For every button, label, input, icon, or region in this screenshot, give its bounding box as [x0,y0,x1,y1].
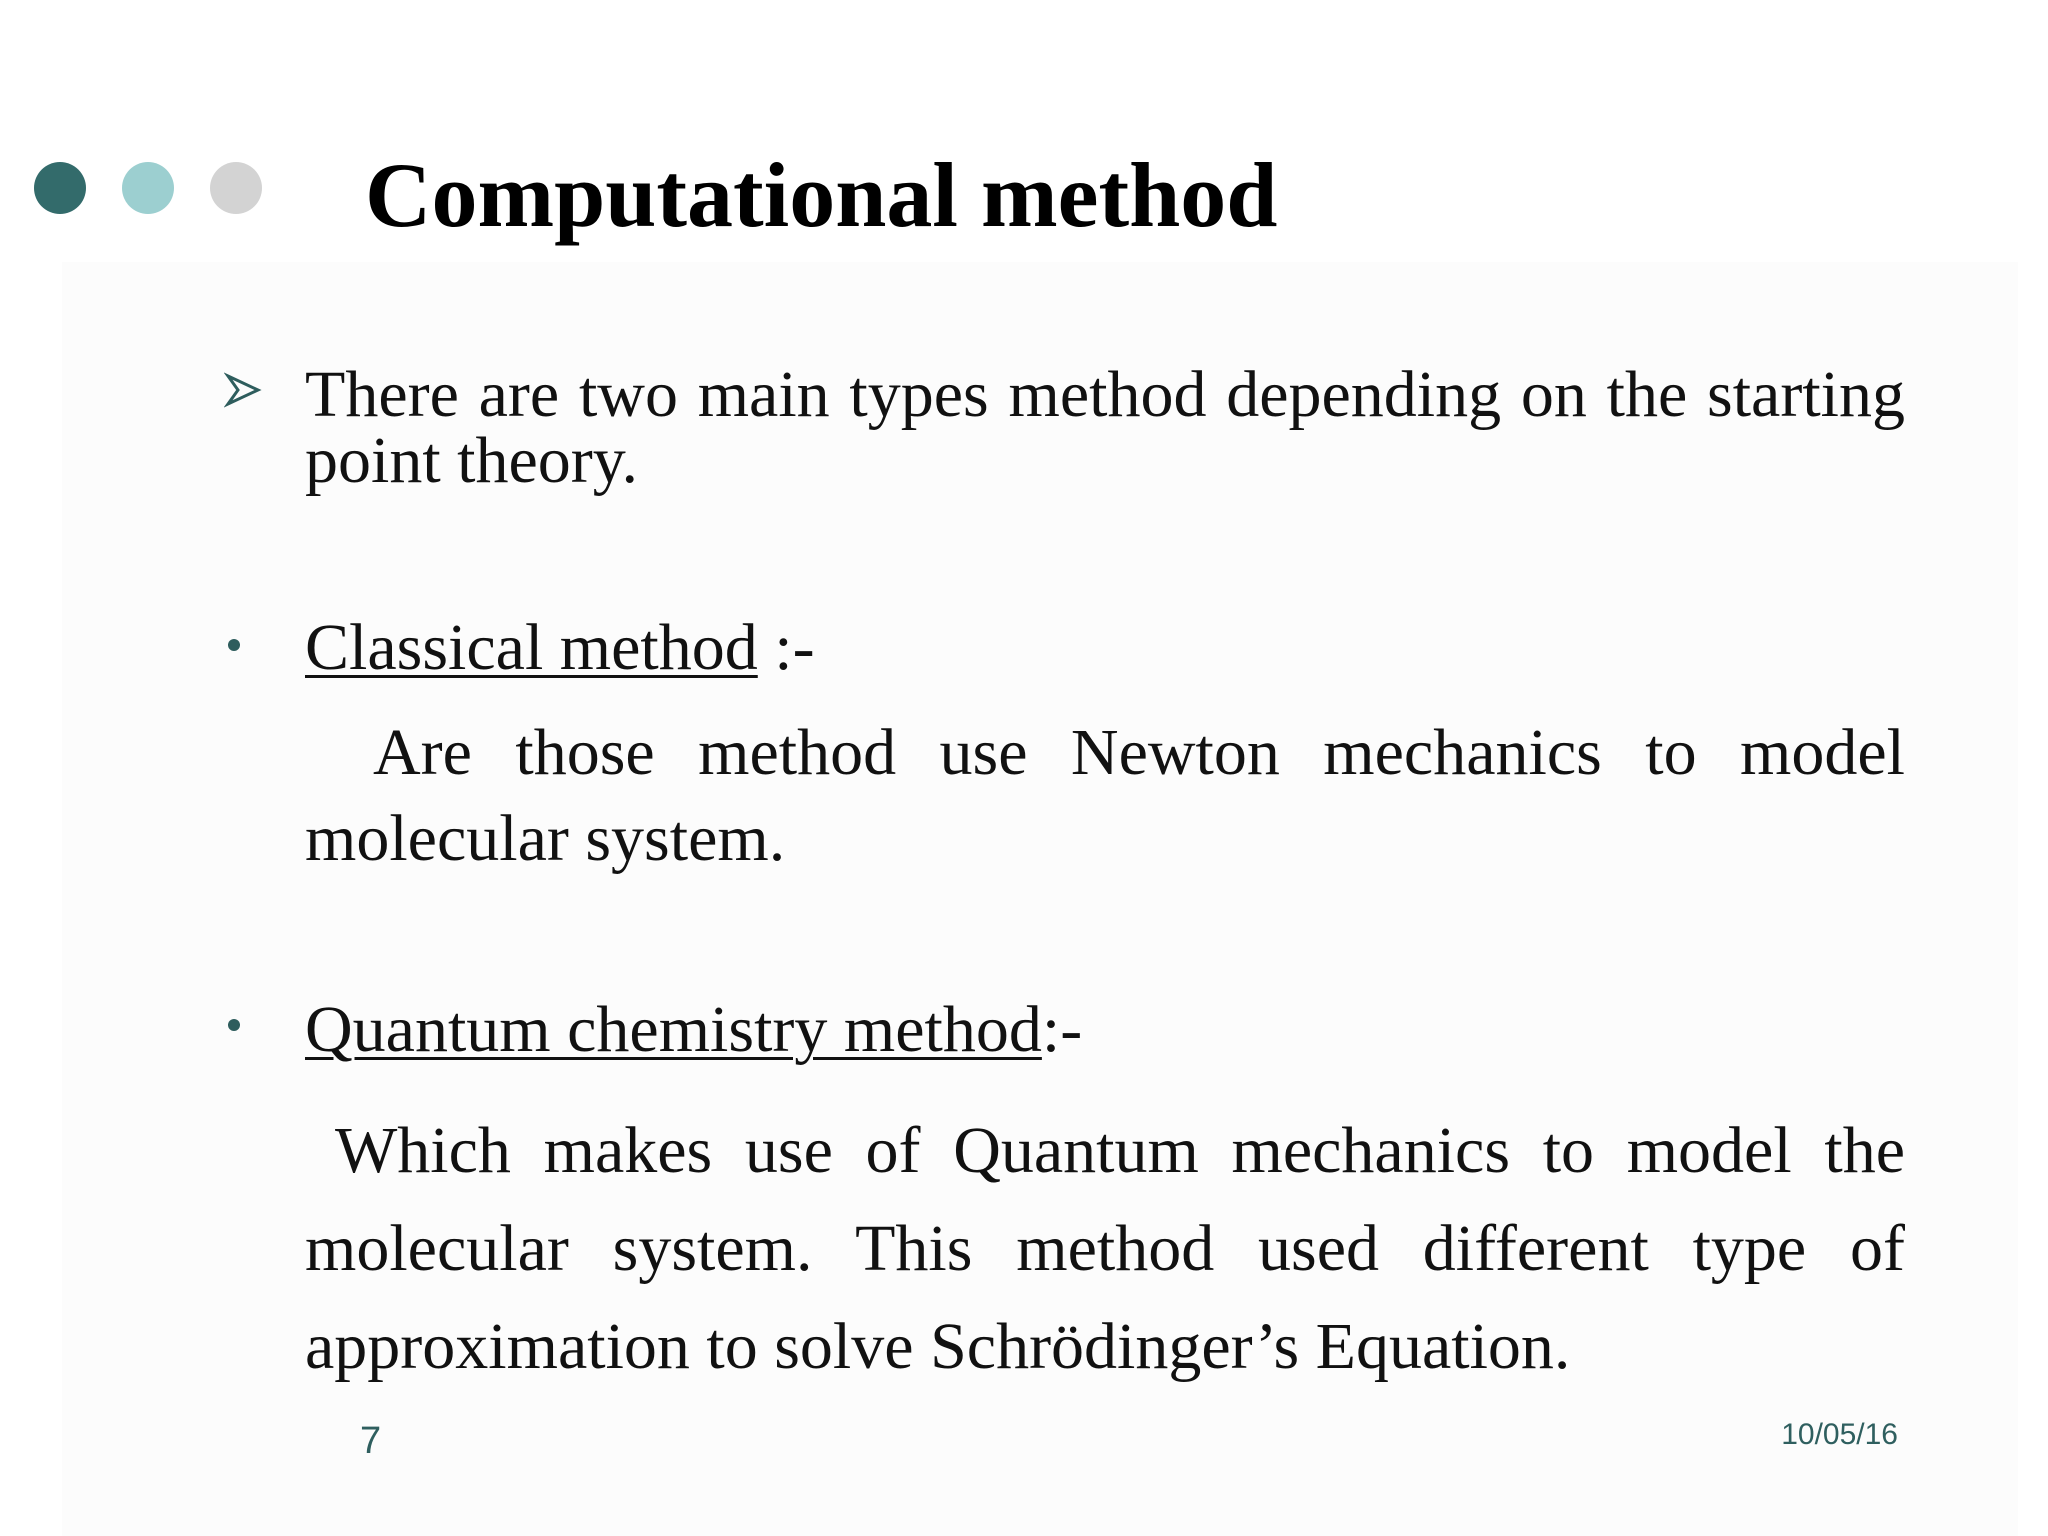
quantum-method-description: Which makes use of Quantum mechanics to model the molecular system. This method used different type of approximation to solve Schrödinger’s Equation. [305,1114,1905,1383]
arrow-bullet-icon [224,370,264,410]
quantum-method-label: Quantum chemistry method [305,993,1042,1066]
quantum-method-suffix: :- [1041,993,1083,1066]
slide-date: 10/05/16 [1781,1418,1898,1451]
intro-paragraph: There are two main types method depending on the starting point theory. [305,358,1905,497]
light-teal-dot-icon [122,162,174,214]
classical-method-label: Classical method [305,611,758,684]
quantum-method-heading [305,990,1082,1070]
round-bullet-icon [228,1019,240,1031]
round-bullet-icon [228,639,240,651]
dark-teal-dot-icon [34,162,86,214]
slide-number: 7 [360,1420,382,1462]
gray-dot-icon [210,162,262,214]
classical-method-heading [305,608,815,688]
slide-title: Computational method [365,144,1278,246]
classical-method-description: Are those method use Newton mechanics to model molecular system. [305,716,1905,875]
classical-method-suffix: :- [757,611,815,684]
